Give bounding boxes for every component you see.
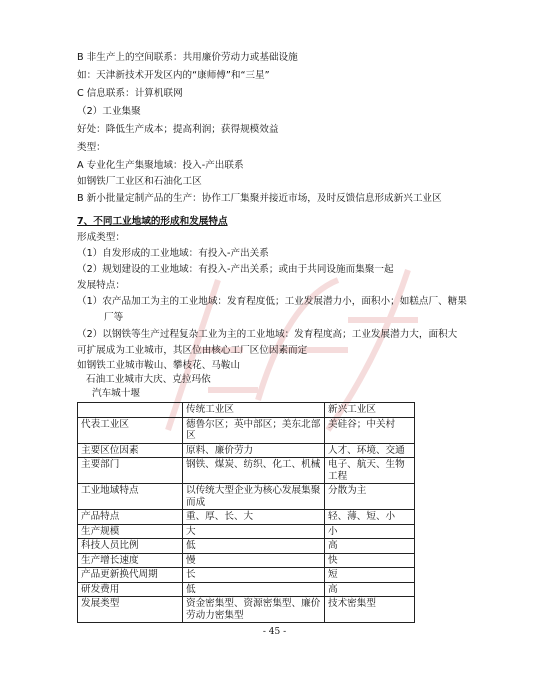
table-row [78,597,415,623]
text-line: 厂等 [104,312,124,323]
table-cell: 发展类型 [78,597,183,623]
table-cell: 原料、廉价劳力 [183,443,325,458]
table-cell: 电子、航天、生物工程 [325,458,415,484]
table-cell: 研发费用 [78,582,183,597]
table-row [78,458,415,484]
table-cell: 小 [325,524,415,539]
table-cell: 产品更新换代周期 [78,568,183,583]
text-line: 可扩展成为工业城市，其区位由核心工厂区位因素而定 [77,345,308,356]
table-header-cell: 新兴工业区 [325,403,415,418]
text-line: B 新小批量定制产品的生产：协作工厂集聚并接近市场，及时反馈信息形成新兴工业区 [77,193,442,204]
table-cell: 技术密集型 [325,597,415,623]
table-cell: 钢铁、煤炭、纺织、化工、机械 [183,458,325,484]
text-line: A 专业化生产集聚地域：投入-产出联系 [77,160,244,171]
table-row [78,510,415,525]
table-cell: 大 [183,524,325,539]
text-line: 汽车城十堰 [92,388,140,399]
text-line: C 信息联系：计算机联网 [77,88,183,99]
table-row [78,484,415,510]
table-row [78,582,415,597]
comparison-table [77,402,415,623]
table-cell: 资金密集型、资源密集型、廉价劳动力密集型 [183,597,325,623]
table-cell: 长 [183,568,325,583]
table-cell: 低 [183,582,325,597]
text-line: 发展特点： [77,280,125,291]
table-cell: 短 [325,568,415,583]
table-cell: 生产规模 [78,524,183,539]
section-title: 7、不同工业地域的形成和发展特点 [77,216,228,227]
table-cell: 工业地域特点 [78,484,183,510]
table-cell: 德鲁尔区；英中部区；美东北部区 [183,417,325,443]
text-line: （1）农产品加工为主的工业地域：发育程度低；工业发展潜力小，面积小；如糕点厂、糖果 [77,296,467,307]
table-cell: 科技人员比例 [78,539,183,554]
table-cell: 代表工业区 [78,417,183,443]
table-row [78,417,415,443]
page-number: - 45 - [262,627,287,637]
text-line: 类型： [77,142,106,153]
table-row [78,539,415,554]
table-header-cell [78,403,183,418]
table-cell: 高 [325,582,415,597]
table-header-cell: 传统工业区 [183,403,325,418]
text-line: 好处：降低生产成本；提高利润；获得规模效益 [77,124,279,135]
table-cell: 分散为主 [325,484,415,510]
text-line: 形成类型： [77,232,125,243]
text-line: 如：天津新技术开发区内的“康师傅”和“三星” [77,70,270,81]
table-cell: 轻、薄、短、小 [325,510,415,525]
text-line: 如钢铁工业城市鞍山、攀枝花、马鞍山 [77,360,241,371]
text-line: 石油工业城市大庆、克拉玛依 [86,374,211,385]
table-row [78,443,415,458]
text-line: 如钢铁厂工业区和石油化工区 [77,176,202,187]
table-cell: 美硅谷；中关村 [325,417,415,443]
table-row [78,524,415,539]
table-cell: 快 [325,553,415,568]
text-line: B 非生产上的空间联系：共用廉价劳动力或基础设施 [77,52,298,63]
table-header-row [78,403,415,418]
table-row [78,553,415,568]
table-cell: 慢 [183,553,325,568]
table-cell: 高 [325,539,415,554]
text-line: （2）规划建设的工业地域：有投入-产出关系；或由于共同设施而集聚一起 [77,264,394,275]
table-cell: 主要区位因素 [78,443,183,458]
table-cell: 重、厚、长、大 [183,510,325,525]
table-cell: 低 [183,539,325,554]
table-cell: 以传统大型企业为核心发展集聚而成 [183,484,325,510]
text-line: （1）自发形成的工业地域：有投入-产出关系 [77,248,269,259]
table-cell: 主要部门 [78,458,183,484]
text-line: （2）以钢铁等生产过程复杂工业为主的工业地域：发育程度高；工业发展潜力大，面积大 [77,329,458,340]
table-row [78,568,415,583]
table-cell: 生产增长速度 [78,553,183,568]
table-cell: 人才、环境、交通 [325,443,415,458]
text-line: （2）工业集聚 [77,106,141,117]
table-cell: 产品特点 [78,510,183,525]
